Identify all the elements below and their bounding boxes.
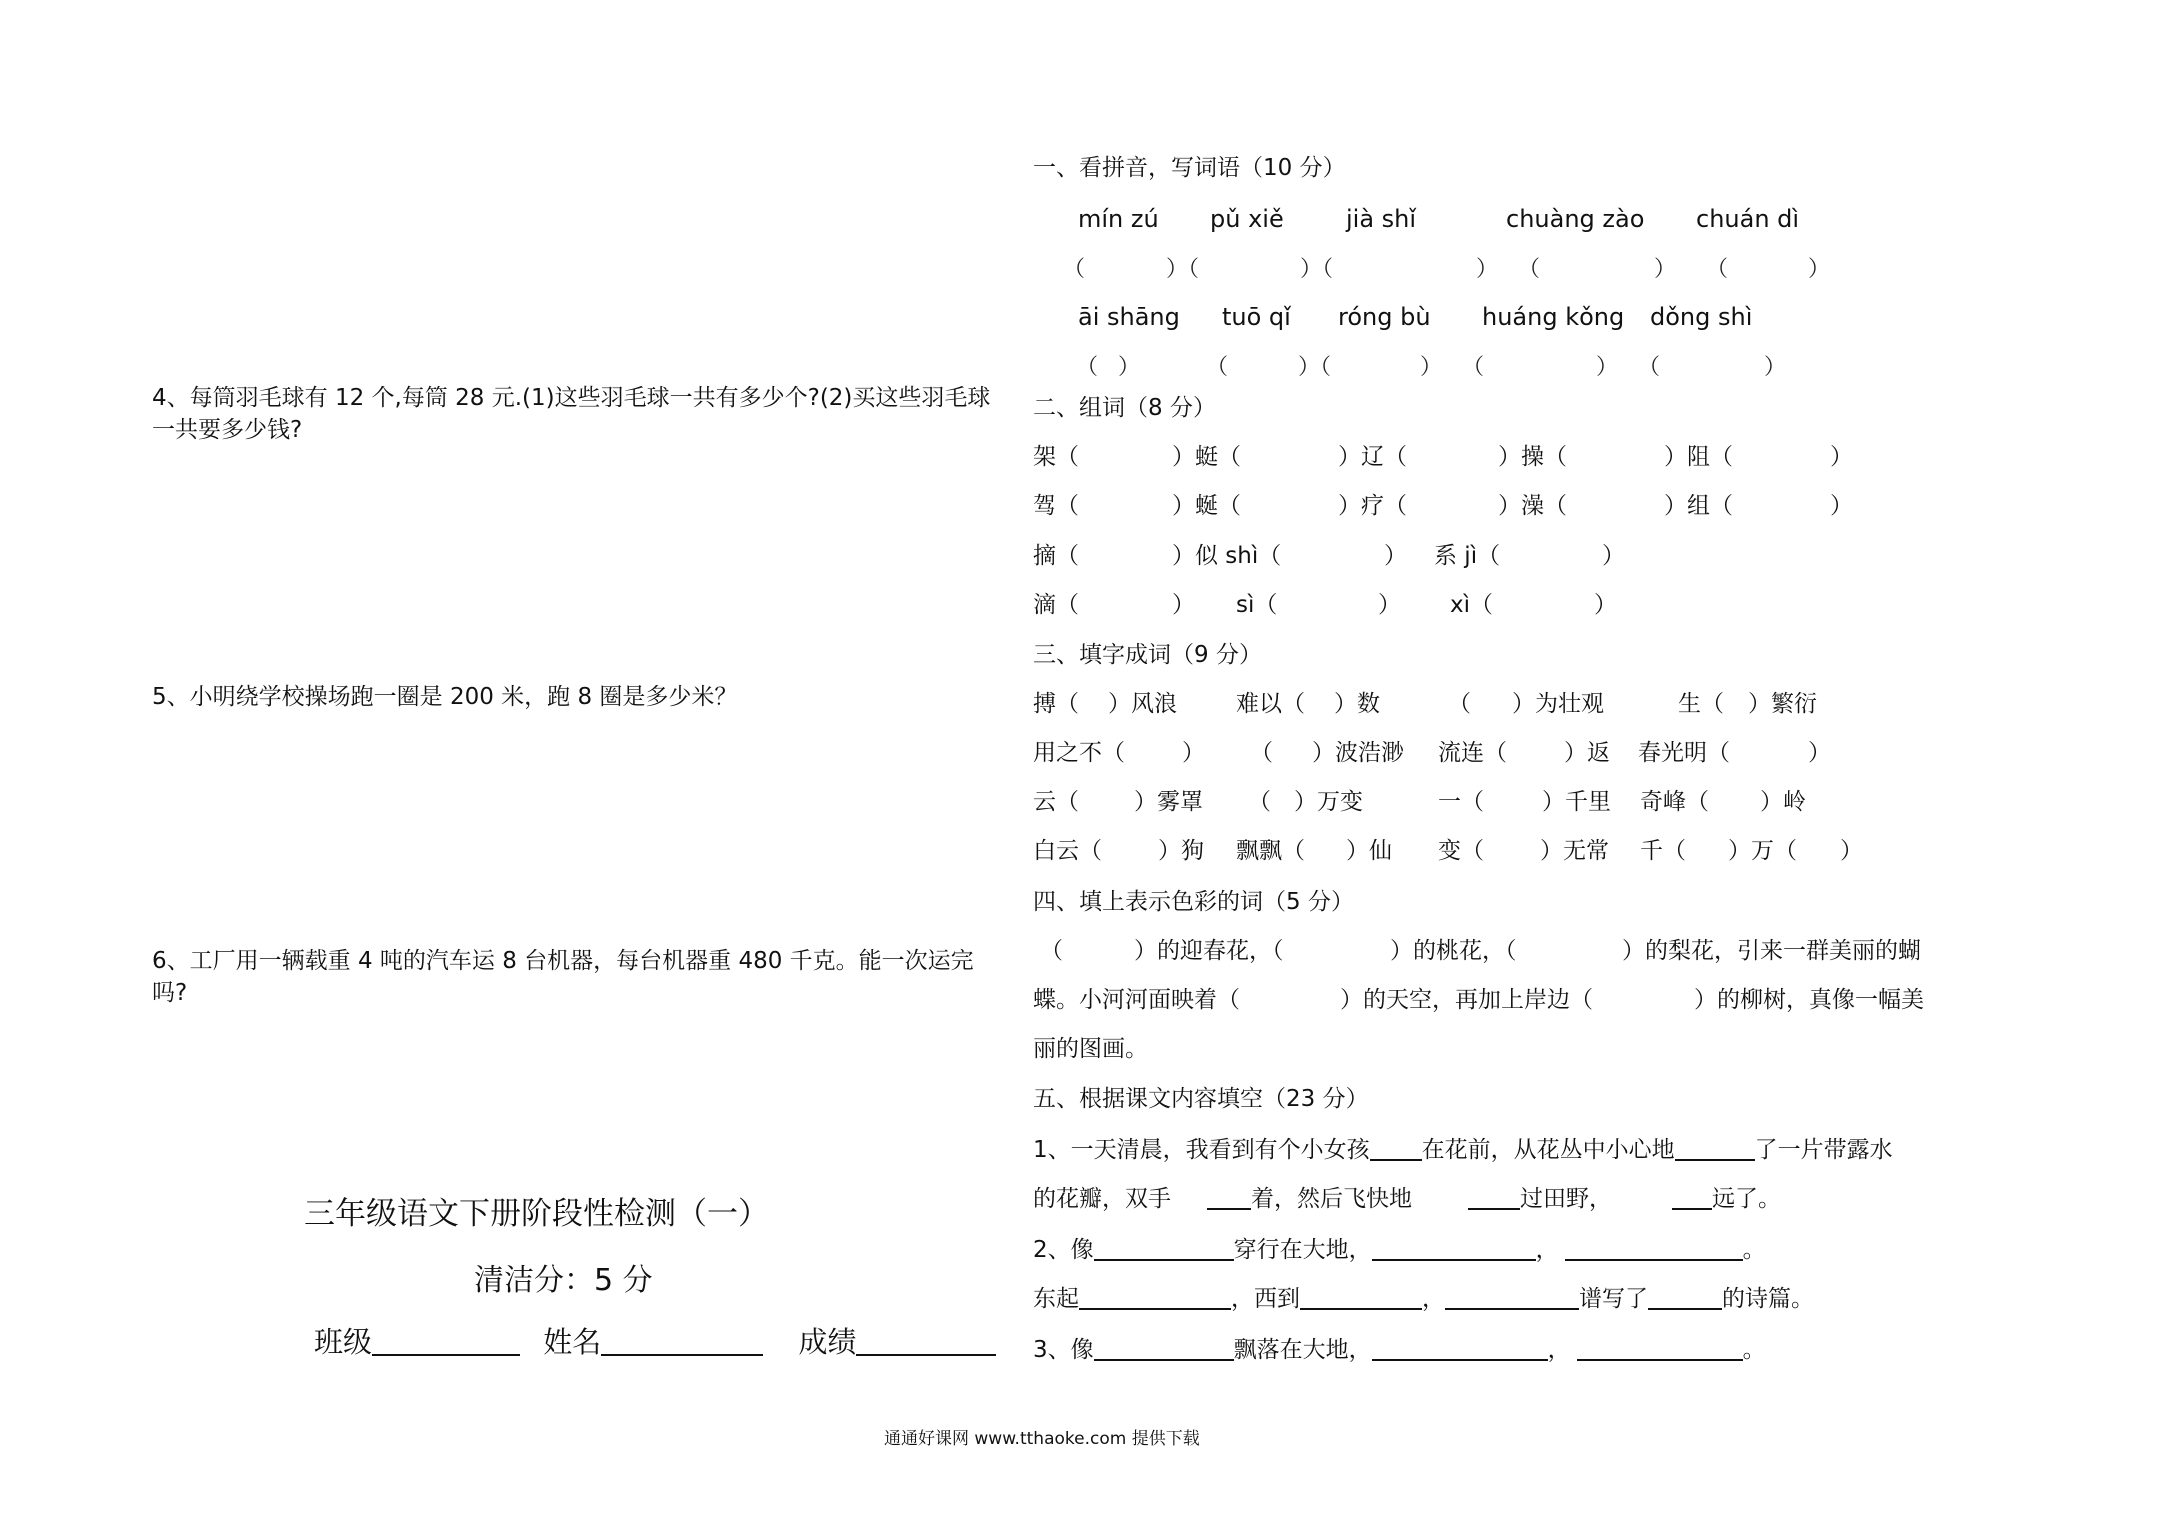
word-item: ）: [1594, 592, 1617, 618]
fill-text: 穿行在大地，: [1233, 1237, 1372, 1263]
fill-blank[interactable]: [1672, 1182, 1712, 1210]
idiom-item: 难以（: [1236, 691, 1305, 717]
fill-text: 飘落在大地，: [1233, 1337, 1372, 1363]
word-item: 摘（: [1033, 543, 1079, 569]
fill-text: ，: [1535, 1237, 1559, 1263]
section3-heading: 三、填字成词（9 分）: [1033, 642, 1262, 668]
idiom-item: 变（: [1438, 838, 1484, 864]
fill-blank[interactable]: [1372, 1233, 1536, 1261]
idiom-item: ）返: [1564, 740, 1610, 766]
name-label: 姓名: [543, 1325, 602, 1359]
fill-blank[interactable]: [1207, 1182, 1251, 1210]
fill-blank[interactable]: [1370, 1133, 1422, 1161]
fill-text: 2、像: [1033, 1237, 1094, 1263]
color-text: ）的迎春花，（: [1134, 938, 1284, 964]
fill-text: 。: [1742, 1237, 1766, 1263]
paren[interactable]: （: [1063, 257, 1086, 282]
paren[interactable]: （: [1462, 355, 1485, 380]
fill-text: ，西到: [1231, 1286, 1300, 1312]
student-info: [314, 1320, 996, 1361]
fill-line-1: [1033, 1133, 1893, 1165]
idiom-item: 云（: [1033, 789, 1079, 815]
exam-title: 三年级语文下册阶段性检测（一）: [304, 1196, 769, 1232]
fill-blank[interactable]: [1648, 1282, 1722, 1310]
idiom-item: ）风浪: [1108, 691, 1177, 717]
idiom-item: ）: [1808, 740, 1831, 766]
paren[interactable]: ）: [1596, 355, 1619, 380]
fill-blank[interactable]: [1300, 1282, 1422, 1310]
idiom-item: （: [1250, 740, 1273, 766]
fill-text: 的诗篇。: [1722, 1286, 1814, 1312]
word-item: ）操（: [1498, 444, 1567, 470]
fill-text: 1、一天清晨，我看到有个小女孩: [1033, 1137, 1370, 1163]
pinyin: tuō qǐ: [1222, 303, 1291, 331]
word-item: ）辽（: [1338, 444, 1407, 470]
footer: 通通好课网 www.tthaoke.com 提供下载: [884, 1429, 1200, 1449]
clean-score: 清洁分：5 分: [474, 1263, 653, 1298]
idiom-item: ）狗: [1158, 838, 1204, 864]
question-4: 4、每筒羽毛球有 12 个,每筒 28 元.(1)这些羽毛球一共有多少个?(2)买这些羽毛球一共要多少钱?: [152, 385, 991, 443]
color-text: ）的天空，再加上岸边（: [1340, 987, 1593, 1013]
section2-heading: 二、组词（8 分）: [1033, 395, 1216, 421]
idiom-item: ）万变: [1294, 789, 1363, 815]
fill-line-5: [1033, 1333, 1766, 1365]
word-item: ）似 shì（: [1172, 543, 1282, 569]
idiom-item: 奇峰（: [1640, 789, 1709, 815]
fill-line-4: [1033, 1282, 1814, 1314]
paren[interactable]: ）（: [1298, 355, 1332, 380]
paren[interactable]: （: [1076, 355, 1099, 380]
paren[interactable]: （: [1206, 355, 1229, 380]
fill-text: 过田野，: [1520, 1186, 1612, 1212]
word-item: ）: [1378, 592, 1401, 618]
fill-text: 在花前，从花丛中小心地: [1421, 1137, 1675, 1163]
color-text: ）的柳树，真像一幅美: [1694, 987, 1924, 1013]
pinyin: chuàng zào: [1506, 205, 1645, 233]
paren[interactable]: （: [1706, 257, 1729, 282]
fill-line-2: [1033, 1182, 1781, 1214]
word-item: xì（: [1450, 592, 1494, 618]
paren[interactable]: ）: [1808, 257, 1831, 282]
fill-text: 谱写了: [1579, 1286, 1648, 1312]
section4-heading: 四、填上表示色彩的词（5 分）: [1033, 889, 1354, 915]
class-blank[interactable]: [372, 1328, 520, 1356]
section1-heading: 一、看拼音，写词语（10 分）: [1033, 155, 1346, 181]
pinyin: mín zú: [1078, 205, 1159, 233]
fill-blank[interactable]: [1094, 1333, 1234, 1361]
word-item: 驾（: [1033, 493, 1079, 519]
idiom-item: 一（: [1438, 789, 1484, 815]
color-text: （: [1040, 938, 1063, 964]
word-item: ）: [1384, 543, 1407, 569]
paren[interactable]: ）: [1420, 355, 1443, 380]
fill-blank[interactable]: [1445, 1282, 1579, 1310]
idiom-item: ）万（: [1728, 838, 1797, 864]
idiom-item: ）岭: [1760, 789, 1806, 815]
idiom-item: ）波浩渺: [1312, 740, 1404, 766]
color-text: ）的桃花，（: [1390, 938, 1517, 964]
idiom-item: ）为壮观: [1512, 691, 1604, 717]
fill-blank[interactable]: [1094, 1233, 1234, 1261]
idiom-item: ）千里: [1542, 789, 1611, 815]
fill-blank[interactable]: [1079, 1282, 1231, 1310]
paren[interactable]: ）（: [1300, 257, 1334, 282]
fill-text: 远了。: [1712, 1186, 1781, 1212]
word-item: ）: [1602, 543, 1625, 569]
paren[interactable]: ）: [1764, 355, 1787, 380]
color-text: ）的梨花，引来一群美丽的蝴: [1622, 938, 1921, 964]
fill-text: 。: [1742, 1337, 1766, 1363]
idiom-item: 用之不（: [1033, 740, 1125, 766]
pinyin: āi shāng: [1078, 303, 1180, 331]
idiom-item: （: [1448, 691, 1471, 717]
idiom-item: ）: [1182, 740, 1205, 766]
fill-blank[interactable]: [1468, 1182, 1520, 1210]
paren[interactable]: ）（: [1166, 257, 1200, 282]
idiom-item: ）: [1840, 838, 1863, 864]
idiom-item: ）数: [1334, 691, 1380, 717]
fill-text: ，: [1547, 1337, 1571, 1363]
fill-text: 3、像: [1033, 1337, 1094, 1363]
paren[interactable]: ）: [1118, 355, 1141, 380]
pinyin: jià shǐ: [1346, 205, 1417, 233]
paren[interactable]: （: [1518, 257, 1541, 282]
fill-line-3: [1033, 1233, 1766, 1265]
idiom-item: ）仙: [1346, 838, 1392, 864]
pinyin: róng bù: [1338, 303, 1431, 331]
word-item: 滴（: [1033, 592, 1079, 618]
idiom-item: 春光明（: [1638, 740, 1730, 766]
paren[interactable]: ）: [1476, 257, 1499, 282]
idiom-item: 飘飘（: [1236, 838, 1305, 864]
idiom-item: ）繁衍: [1748, 691, 1817, 717]
word-item: ）蜒（: [1172, 493, 1241, 519]
word-item: ）: [1172, 592, 1195, 618]
idiom-item: 搏（: [1033, 691, 1079, 717]
fill-blank[interactable]: [1565, 1233, 1743, 1261]
score-blank[interactable]: [856, 1328, 996, 1356]
class-label: 班级: [314, 1325, 373, 1359]
paren[interactable]: ）: [1654, 257, 1677, 282]
color-text: 丽的图画。: [1033, 1036, 1148, 1062]
word-item: ）澡（: [1498, 493, 1567, 519]
fill-blank[interactable]: [1372, 1333, 1548, 1361]
idiom-item: 白云（: [1033, 838, 1102, 864]
fill-text: ，: [1422, 1286, 1445, 1312]
idiom-item: 千（: [1640, 838, 1686, 864]
word-item: sì（: [1236, 592, 1278, 618]
score-label: 成绩: [798, 1325, 857, 1359]
name-blank[interactable]: [601, 1328, 763, 1356]
word-item: ）疗（: [1338, 493, 1407, 519]
pinyin: pǔ xiě: [1210, 205, 1284, 233]
pinyin: huáng kǒng: [1482, 303, 1625, 331]
word-item: ）: [1830, 444, 1853, 470]
word-item: 系 jì（: [1434, 543, 1501, 569]
fill-text: 东起: [1033, 1286, 1079, 1312]
idiom-item: ）雾罩: [1134, 789, 1203, 815]
idiom-item: （: [1248, 789, 1271, 815]
fill-text: 的花瓣，双手: [1033, 1186, 1171, 1212]
fill-blank[interactable]: [1675, 1133, 1755, 1161]
word-item: ）组（: [1664, 493, 1733, 519]
fill-blank[interactable]: [1577, 1333, 1743, 1361]
question-6: 6、工厂用一辆载重 4 吨的汽车运 8 台机器，每台机器重 480 千克。能一次运完吗?: [152, 948, 974, 1006]
idiom-item: 生（: [1678, 691, 1724, 717]
fill-text: 着，然后飞快地: [1251, 1186, 1412, 1212]
pinyin: chuán dì: [1696, 205, 1800, 233]
word-item: ）阻（: [1664, 444, 1733, 470]
word-item: ）: [1830, 493, 1853, 519]
fill-text: 了一片带露水: [1754, 1137, 1893, 1163]
idiom-item: ）无常: [1540, 838, 1609, 864]
word-item: ）蜓（: [1172, 444, 1241, 470]
color-text: 蝶。小河河面映着（: [1033, 987, 1240, 1013]
idiom-item: 流连（: [1438, 740, 1507, 766]
pinyin: dǒng shì: [1650, 303, 1753, 331]
section5-heading: 五、根据课文内容填空（23 分）: [1033, 1086, 1369, 1112]
word-item: 架（: [1033, 444, 1079, 470]
paren[interactable]: （: [1638, 355, 1661, 380]
question-5: 5、小明绕学校操场跑一圈是 200 米，跑 8 圈是多少米？: [152, 684, 738, 710]
